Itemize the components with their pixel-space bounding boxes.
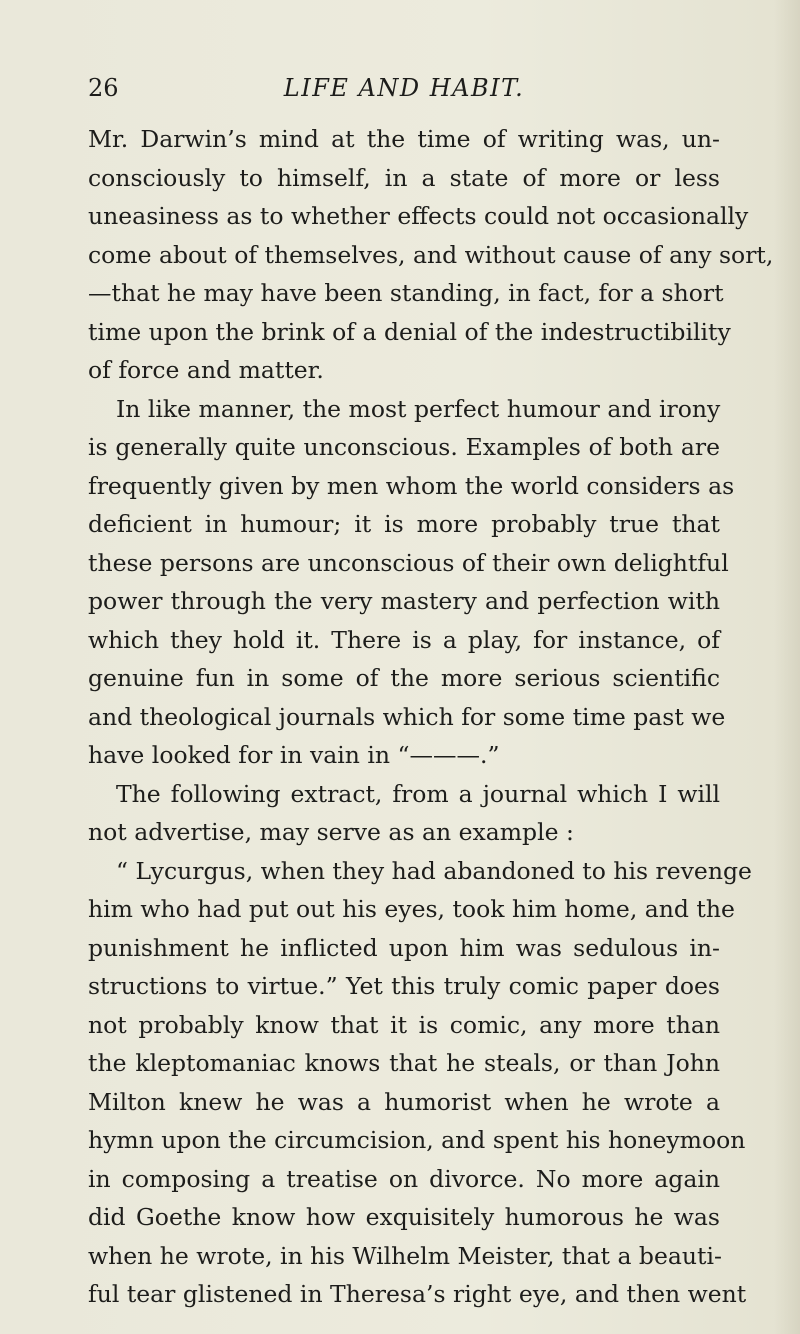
text-line: these persons are unconscious of their own delightful <box>88 548 729 577</box>
page-number: 26 <box>88 74 119 102</box>
text-line: have looked for in vain in “———.” <box>88 741 500 769</box>
text-line: of force and matter. <box>88 356 324 384</box>
text-line: in composing a treatise on divorce. No more again <box>88 1164 720 1193</box>
text-line: punishment he inflicted upon him was sedulous in- <box>88 933 720 962</box>
text-line: genuine fun in some of the more serious scientific <box>88 664 720 692</box>
text-line: did Goethe know how exquisitely humorous he was <box>88 1203 720 1231</box>
text-line: is generally quite unconscious. Examples of both are <box>88 433 720 461</box>
text-line: not advertise, may serve as an example : <box>88 818 574 846</box>
text-line: and theological journals which for some time past we <box>88 702 726 731</box>
page-edge-shadow <box>774 0 800 1334</box>
text-line: The following extract, from a journal which I will <box>116 779 720 808</box>
text-line: come about of themselves, and without cause of any sort, <box>88 240 774 269</box>
text-line: structions to virtue.” Yet this truly comic paper does <box>88 972 720 1000</box>
text-line: when he wrote, in his Wilhelm Meister, that a beauti- <box>88 1241 722 1270</box>
text-line: not probably know that it is comic, any more than <box>88 1010 720 1039</box>
text-line: deficient in humour; it is more probably true that <box>88 510 720 538</box>
text-line: consciously to himself, in a state of more or less <box>88 163 720 192</box>
text-line: —that he may have been standing, in fact, for a short <box>88 279 724 307</box>
page-header <box>88 74 720 114</box>
body-text <box>88 120 774 1314</box>
text-line: power through the very mastery and perfection with <box>88 587 720 615</box>
text-line: Milton knew he was a humorist when he wrote a <box>88 1087 720 1116</box>
text-line: time upon the brink of a denial of the indestructibility <box>88 317 731 346</box>
text-line: ful tear glistened in Theresa’s right eye, and then went <box>88 1280 747 1308</box>
text-line: the kleptomaniac knows that he steals, or than John <box>88 1049 720 1077</box>
running-title: LIFE AND HABIT. <box>283 74 525 102</box>
text-line: which they hold it. There is a play, for instance, of <box>88 625 720 654</box>
text-line: “ Lycurgus, when they had abandoned to his revenge <box>116 856 752 885</box>
text-line: uneasiness as to whether effects could not occasionally <box>88 202 749 230</box>
text-line: him who had put out his eyes, took him home, and the <box>88 895 735 923</box>
text-line: In like manner, the most perfect humour and irony <box>116 394 721 423</box>
text-line: hymn upon the circumcision, and spent his honeymoon <box>88 1126 746 1154</box>
text-line: frequently given by men whom the world considers as <box>88 471 735 500</box>
text-line: Mr. Darwin’s mind at the time of writing was, un- <box>88 125 720 153</box>
